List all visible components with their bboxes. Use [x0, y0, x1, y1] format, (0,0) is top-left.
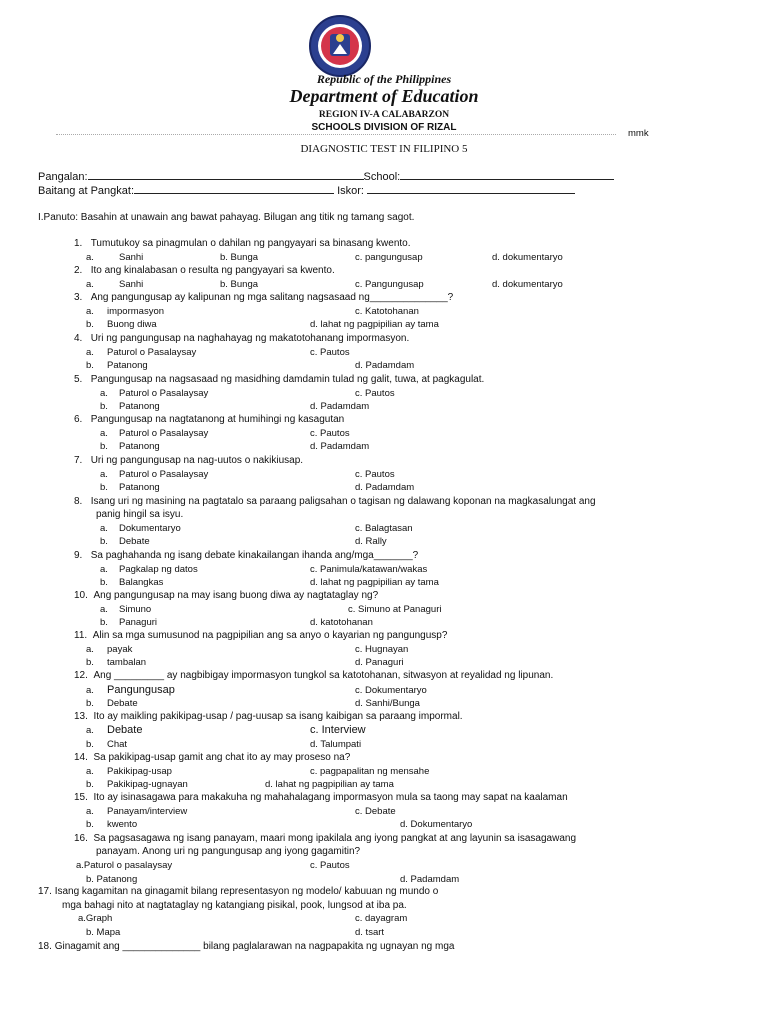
- option-15d[interactable]: d. Dokumentaryo: [400, 819, 473, 830]
- option-14b[interactable]: b.: [86, 779, 94, 790]
- question-16: 16. Sa pagsasagawa ng isang panayam, maari mong ipakilala ang iyong pangkat at ang layunin sa isasagawang: [74, 833, 577, 844]
- school-label: School:: [363, 171, 401, 183]
- option-12b-text[interactable]: Debate: [107, 698, 138, 709]
- option-8a[interactable]: a.: [100, 523, 108, 534]
- option-6a-text[interactable]: Paturol o Pasalaysay: [119, 428, 209, 439]
- option-11a-text[interactable]: payak: [107, 644, 133, 655]
- option-12a[interactable]: a.: [86, 685, 94, 696]
- option-16a[interactable]: a.Paturol o pasalaysay: [76, 860, 173, 871]
- option-5b[interactable]: b.: [100, 401, 108, 412]
- question-3: 3. Ang pangungusap ay kalipunan ng mga salitang nagsasaad ng______________?: [74, 292, 454, 303]
- option-7c[interactable]: c. Pautos: [355, 469, 395, 480]
- option-3a-text[interactable]: impormasyon: [107, 306, 165, 317]
- option-5d[interactable]: d. Padamdam: [310, 401, 370, 412]
- option-7a[interactable]: a.: [100, 469, 108, 480]
- option-2a[interactable]: a.: [86, 279, 94, 290]
- option-8b-text[interactable]: Debate: [119, 536, 150, 547]
- question-17-cont: mga bahagi nito at nagtataglay ng katangiang pisikal, pook, lungsod at iba pa.: [62, 900, 407, 911]
- question-1: 1. Tumutukoy sa pinagmulan o dahilan ng pangyayari sa binasang kwento.: [74, 238, 411, 249]
- option-9a[interactable]: a.: [100, 564, 108, 575]
- option-1b[interactable]: b. Bunga: [220, 252, 259, 263]
- question-2: 2. Ito ang kinalabasan o resulta ng pangyayari sa kwento.: [74, 265, 335, 276]
- option-13c[interactable]: c. Interview: [310, 724, 366, 736]
- option-17d[interactable]: d. tsart: [355, 927, 385, 938]
- option-17a[interactable]: a.Graph: [78, 913, 113, 924]
- option-9a-text[interactable]: Pagkalap ng datos: [119, 564, 198, 575]
- option-12b[interactable]: b.: [86, 698, 94, 709]
- option-3a[interactable]: a.: [86, 306, 94, 317]
- option-7b[interactable]: b.: [100, 482, 108, 493]
- option-5a-text[interactable]: Paturol o Pasalaysay: [119, 388, 209, 399]
- option-12c[interactable]: c. Dokumentaryo: [355, 685, 427, 696]
- option-17b[interactable]: b. Mapa: [86, 927, 121, 938]
- option-6b-text[interactable]: Patanong: [119, 441, 160, 452]
- option-15b-text[interactable]: kwento: [107, 819, 138, 830]
- option-9c[interactable]: c. Panimula/katawan/wakas: [310, 564, 428, 575]
- option-14a[interactable]: a.: [86, 766, 94, 777]
- department-line: Department of Education: [289, 86, 479, 106]
- option-13d[interactable]: d. Talumpati: [310, 739, 362, 750]
- option-15a-text[interactable]: Panayam/interview: [107, 806, 188, 817]
- option-12d[interactable]: d. Sanhi/Bunga: [355, 698, 420, 709]
- option-5b-text[interactable]: Patanong: [119, 401, 160, 412]
- option-11c[interactable]: c. Hugnayan: [355, 644, 409, 655]
- option-5a[interactable]: a.: [100, 388, 108, 399]
- question-4: 4. Uri ng pangungusap na naghahayag ng makatotohanang impormasyon.: [74, 333, 410, 344]
- option-10b-text[interactable]: Panaguri: [119, 617, 158, 628]
- option-16b[interactable]: b. Patanong: [86, 874, 138, 885]
- option-11b[interactable]: b.: [86, 657, 94, 668]
- header-divider: [56, 134, 616, 135]
- pangalan-label: Pangalan:: [38, 171, 88, 183]
- question-17: 17. Isang kagamitan na ginagamit bilang representasyon ng modelo/ kabuuan ng mundo o: [38, 886, 439, 897]
- option-1a-text[interactable]: Sanhi: [119, 252, 144, 263]
- option-10a-text[interactable]: Simuno: [119, 604, 152, 615]
- option-2b[interactable]: b. Bunga: [220, 279, 259, 290]
- option-1d[interactable]: d. dokumentaryo: [492, 252, 563, 263]
- option-7b-text[interactable]: Patanong: [119, 482, 160, 493]
- option-14d[interactable]: d. lahat ng pagpipilian ay tama: [265, 779, 394, 790]
- deped-seal: [300, 14, 380, 78]
- option-2c[interactable]: c. Pangungusap: [355, 279, 424, 290]
- option-3c[interactable]: c. Katotohanan: [355, 306, 419, 317]
- option-16d[interactable]: d. Padamdam: [400, 874, 460, 885]
- question-13: 13. Ito ay maikling pakikipag-usap / pag-uusap sa isang kaibigan sa paraang impormal.: [74, 711, 463, 722]
- option-13a[interactable]: a.: [86, 725, 94, 736]
- question-5: 5. Pangungusap na nagsasaad ng masidhing damdamin tulad ng galit, tuwa, at pagkagulat.: [74, 374, 485, 385]
- option-14b-text[interactable]: Pakikipag-ugnayan: [107, 779, 188, 790]
- option-10a[interactable]: a.: [100, 604, 108, 615]
- question-15: 15. Ito ay isinasagawa para makakuha ng mahahalagang impormasyon mula sa taong may sapat na kaalaman: [74, 792, 568, 803]
- option-5c[interactable]: c. Pautos: [355, 388, 395, 399]
- option-14c[interactable]: c. pagpapalitan ng mensahe: [310, 766, 430, 777]
- option-10d[interactable]: d. katotohanan: [310, 617, 373, 628]
- option-2d[interactable]: d. dokumentaryo: [492, 279, 563, 290]
- option-12a-text[interactable]: Pangungusap: [107, 684, 175, 696]
- option-9b-text[interactable]: Balangkas: [119, 577, 164, 588]
- option-13b[interactable]: b.: [86, 739, 94, 750]
- option-7a-text[interactable]: Paturol o Pasalaysay: [119, 469, 209, 480]
- region-line: REGION IV-A CALABARZON: [318, 110, 450, 120]
- option-6a[interactable]: a.: [100, 428, 108, 439]
- option-4a-text[interactable]: Paturol o Pasalaysay: [107, 347, 197, 358]
- option-3d[interactable]: d. lahat ng pagpipilian ay tama: [310, 319, 439, 330]
- option-4b-text[interactable]: Patanong: [107, 360, 148, 371]
- option-17c[interactable]: c. dayagram: [355, 913, 408, 924]
- option-11a[interactable]: a.: [86, 644, 94, 655]
- option-3b[interactable]: b.: [86, 319, 94, 330]
- option-10c[interactable]: c. Simuno at Panaguri: [348, 604, 442, 615]
- question-8: 8. Isang uri ng masining na pagtatalo sa paraang paligsahan o tagisan ng dalawang koponan na magkasalungat ang: [74, 496, 596, 507]
- question-6: 6. Pangungusap na nagtatanong at humihingi ng kasagutan: [74, 414, 345, 425]
- option-8d[interactable]: d. Rally: [355, 536, 387, 547]
- republic-line: Republic of the Philippines: [316, 72, 452, 86]
- option-6b[interactable]: b.: [100, 441, 108, 452]
- option-11b-text[interactable]: tambalan: [107, 657, 147, 668]
- iskor-label: Iskor:: [337, 185, 364, 197]
- baitang-label: Baitang at Pangkat:: [38, 185, 135, 197]
- option-8c[interactable]: c. Balagtasan: [355, 523, 413, 534]
- pangalan-field[interactable]: [38, 169, 614, 183]
- question-8-cont: panig hingil sa isyu.: [96, 509, 184, 520]
- option-2a-text[interactable]: Sanhi: [119, 279, 144, 290]
- option-8b[interactable]: b.: [100, 536, 108, 547]
- question-18: 18. Ginagamit ang ______________ bilang paglalarawan na nagpapakita ng ugnayan ng mga: [38, 941, 455, 952]
- option-3b-text[interactable]: Buong diwa: [107, 319, 157, 330]
- division-line: SCHOOLS DIVISION OF RIZAL: [311, 122, 457, 133]
- option-6c[interactable]: c. Pautos: [310, 428, 350, 439]
- option-7d[interactable]: d. Padamdam: [355, 482, 415, 493]
- question-11: 11. Alin sa mga sumusunod na pagpipilian ang sa anyo o kayarian ng pangungusp?: [74, 630, 448, 641]
- test-title: DIAGNOSTIC TEST IN FILIPINO 5: [300, 143, 468, 155]
- question-14: 14. Sa pakikipag-usap gamit ang chat ito ay may proseso na?: [74, 752, 351, 763]
- option-1c[interactable]: c. pangungusap: [355, 252, 423, 263]
- instruction: I.Panuto: Basahin at unawain ang bawat pahayag. Bilugan ang titik ng tamang sagot.: [38, 212, 415, 223]
- option-11d[interactable]: d. Panaguri: [355, 657, 404, 668]
- question-9: 9. Sa paghahanda ng isang debate kinakailangan ihanda ang/mga_______?: [74, 550, 419, 561]
- question-12: 12. Ang _________ ay nagbibigay impormasyon tungkol sa katotohanan, sitwasyon at reyalidad ng lipunan.: [74, 670, 554, 681]
- option-16c[interactable]: c. Pautos: [310, 860, 350, 871]
- option-4c[interactable]: c. Pautos: [310, 347, 350, 358]
- question-7: 7. Uri ng pangungusap na nag-uutos o nakikiusap.: [74, 455, 304, 466]
- initials: mmk: [628, 128, 649, 139]
- question-16-cont: panayam. Anong uri ng pangungusap ang iyong gagamitin?: [96, 846, 361, 857]
- option-14a-text[interactable]: Pakikipag-usap: [107, 766, 172, 777]
- option-15b[interactable]: b.: [86, 819, 94, 830]
- option-4b[interactable]: b.: [86, 360, 94, 371]
- option-10b[interactable]: b.: [100, 617, 108, 628]
- baitang-field[interactable]: [38, 183, 575, 197]
- option-6d[interactable]: d. Padamdam: [310, 441, 370, 452]
- option-15c[interactable]: c. Debate: [355, 806, 396, 817]
- option-1a[interactable]: a.: [86, 252, 94, 263]
- option-4a[interactable]: a.: [86, 347, 94, 358]
- option-9b[interactable]: b.: [100, 577, 108, 588]
- option-9d[interactable]: d. lahat ng pagpipilian ay tama: [310, 577, 439, 588]
- option-13a-text[interactable]: Debate: [107, 724, 143, 736]
- option-8a-text[interactable]: Dokumentaryo: [119, 523, 181, 534]
- option-4d[interactable]: d. Padamdam: [355, 360, 415, 371]
- option-15a[interactable]: a.: [86, 806, 94, 817]
- question-10: 10. Ang pangungusap na may isang buong diwa ay nagtataglay ng?: [74, 590, 379, 601]
- option-13b-text[interactable]: Chat: [107, 739, 128, 750]
